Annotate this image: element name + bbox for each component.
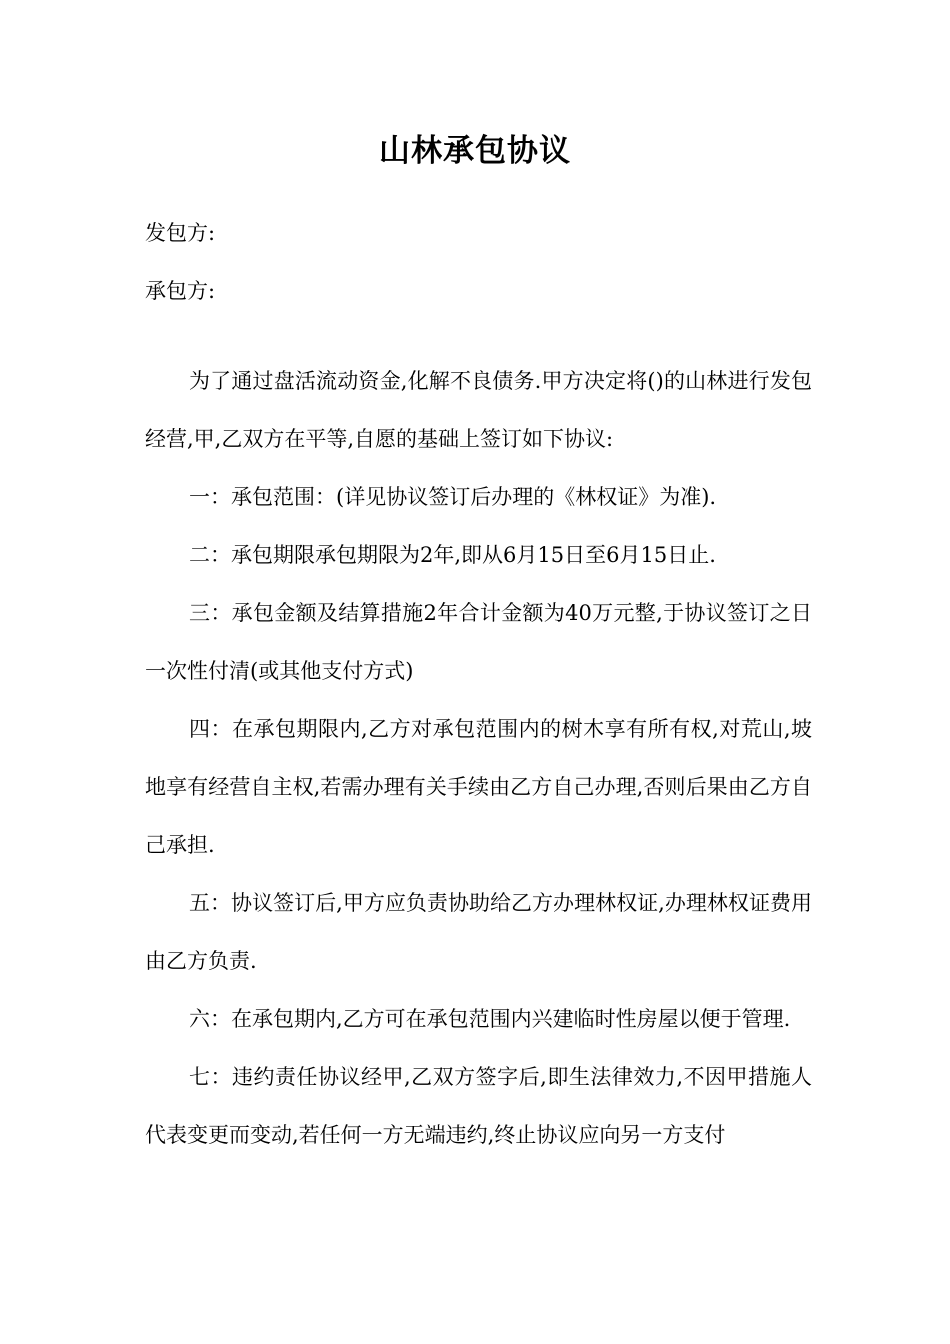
paragraph-clause-4: 四：在承包期限内,乙方对承包范围内的树木享有所有权,对荒山,坡地享有经营自主权,若需办理有关手续由乙方自己办理,否则后果由乙方自己承担. [145,717,812,857]
paragraph-clause-6: 六：在承包期内,乙方可在承包范围内兴建临时性房屋以便于管理. [189,1007,791,1031]
paragraph-clause-7: 七：违约责任协议经甲,乙双方签字后,即生法律效力,不因甲措施人代表变更而变动,若任何一方无端违约,终止协议应向另一方支付 [145,1065,812,1147]
paragraph-clause-2: 二：承包期限承包期限为2年,即从6月15日至6月15日止. [189,543,716,567]
paragraph-clause-1: 一：承包范围：(详见协议签订后办理的《林权证》为准). [189,485,717,509]
paragraph-intro: 为了通过盘活流动资金,化解不良债务.甲方决定将()的山林进行发包经营,甲,乙双方在平等,自愿的基础上签订如下协议: [145,369,812,451]
paragraph-clause-5: 五：协议签订后,甲方应负责协助给乙方办理林权证,办理林权证费用由乙方负责. [145,891,812,973]
paragraph-clause-3: 三：承包金额及结算措施2年合计金额为40万元整,于协议签订之日一次性付清(或其他支付方式) [145,601,812,683]
issuer-label: 发包方: [145,221,216,245]
contractor-label: 承包方: [145,279,216,303]
agreement-body [145,352,812,1164]
document-title: 山林承包协议 [379,133,571,169]
